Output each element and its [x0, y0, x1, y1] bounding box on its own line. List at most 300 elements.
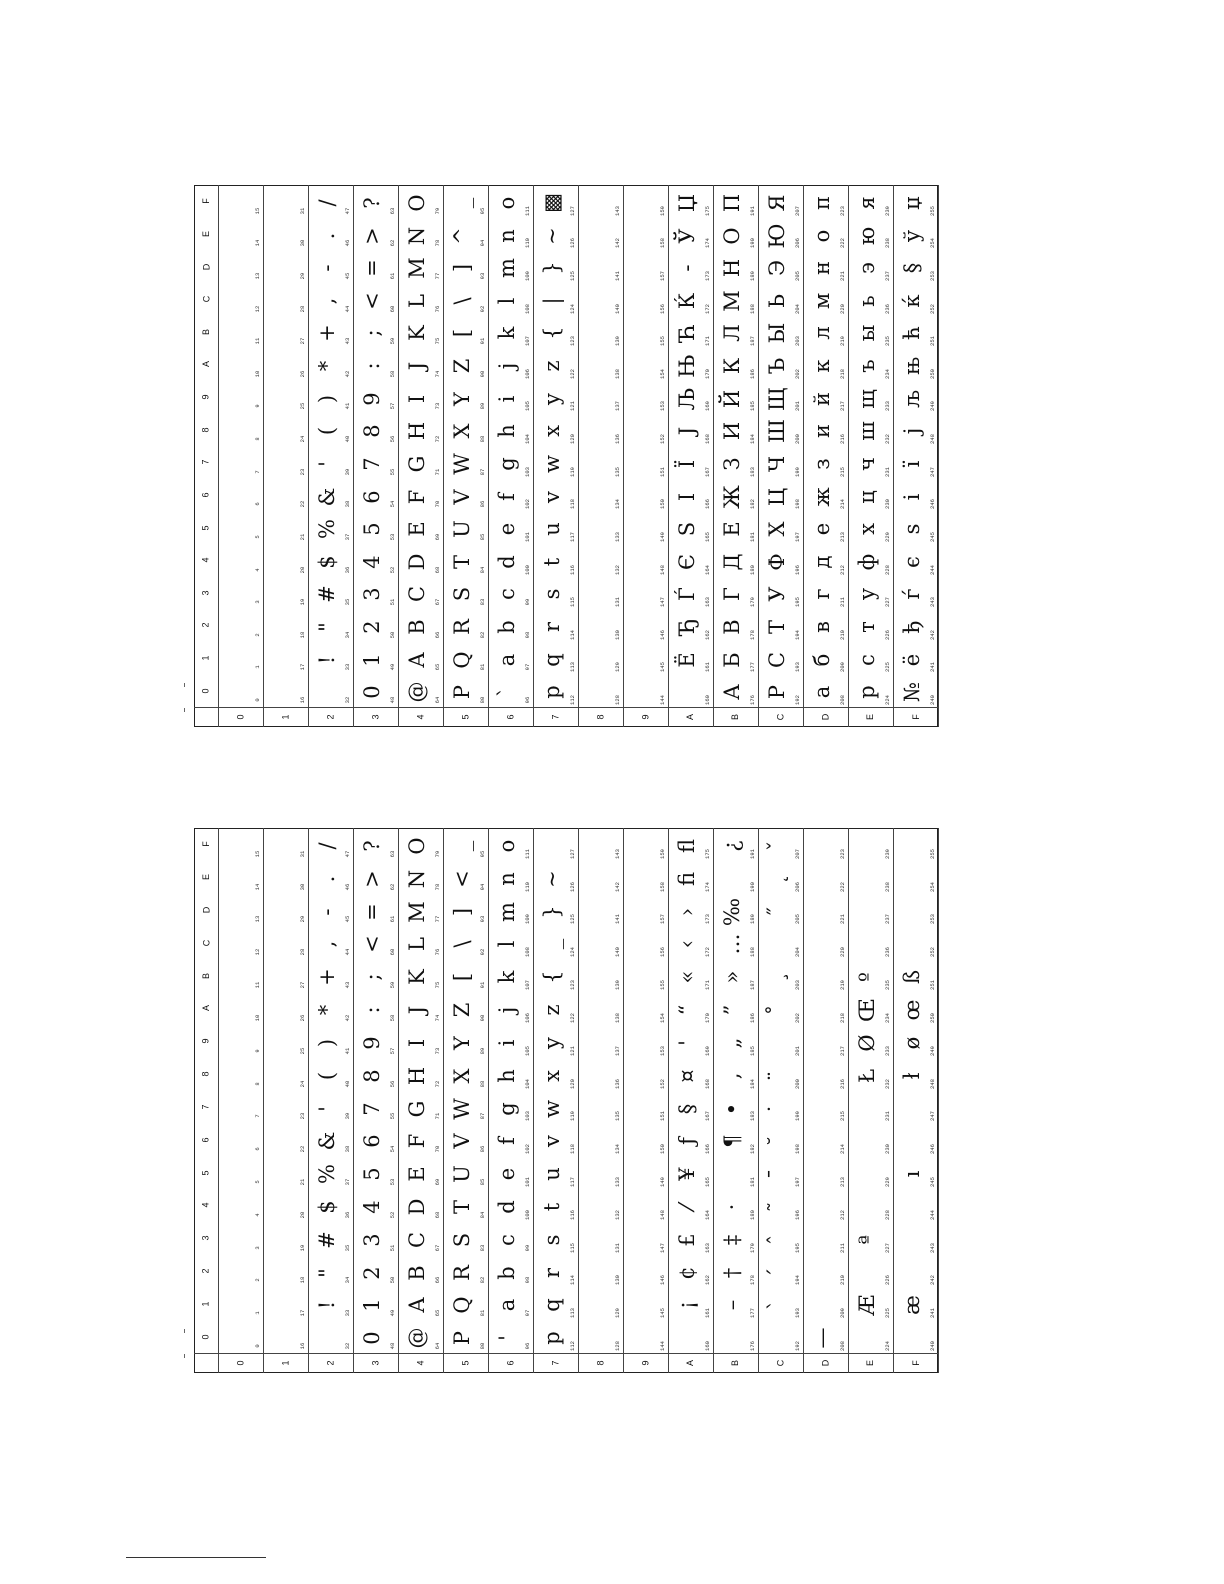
char-cell	[578, 479, 623, 512]
char-code: 39	[344, 468, 351, 475]
char-cell	[713, 185, 758, 218]
char-cell	[713, 348, 758, 381]
char-code: 91	[479, 337, 486, 345]
char-code: 5	[254, 1180, 261, 1184]
char-code: 160	[704, 695, 711, 705]
char-cell	[398, 1320, 443, 1353]
char-cell	[263, 577, 308, 610]
char-code: 26	[299, 370, 306, 378]
char-glyph: ?	[359, 197, 384, 209]
char-glyph: …	[719, 933, 744, 955]
char-glyph: ¯	[764, 1168, 789, 1180]
row-header-digit: 3	[200, 590, 211, 596]
char-glyph: ˆ	[764, 1234, 789, 1246]
char-code: 164	[704, 1209, 711, 1220]
char-cell	[218, 316, 263, 349]
char-code: 190	[749, 881, 756, 892]
char-glyph: e	[494, 1167, 519, 1181]
char-code: 66	[434, 1277, 441, 1284]
char-glyph: я	[854, 196, 879, 210]
band-header-digit: 0	[235, 1360, 246, 1366]
char-code: 237	[884, 914, 891, 925]
char-code: 244	[929, 1209, 936, 1220]
char-glyph: Ч	[764, 455, 789, 473]
char-code: 227	[884, 1242, 891, 1253]
char-cell	[263, 479, 308, 512]
char-cell	[308, 185, 353, 218]
char-glyph: S	[449, 587, 474, 602]
char-code: 205	[794, 270, 801, 281]
char-cell	[803, 348, 848, 381]
char-cell	[623, 1091, 668, 1124]
char-glyph: B	[404, 1264, 429, 1281]
char-code: 215	[839, 1111, 846, 1122]
char-code: 128	[614, 1341, 621, 1351]
char-cell	[443, 609, 488, 642]
char-cell	[353, 1156, 398, 1189]
char-glyph: N	[404, 226, 429, 245]
char-code: 31	[299, 850, 306, 858]
char-cell	[623, 926, 668, 959]
char-code: 254	[929, 238, 936, 249]
char-cell	[848, 1189, 893, 1222]
char-code: 184	[749, 1078, 756, 1089]
char-glyph: X	[449, 1068, 474, 1084]
char-glyph: Н	[719, 259, 744, 278]
char-code: 98	[524, 1277, 531, 1284]
char-cell	[578, 577, 623, 610]
char-glyph: %	[314, 519, 339, 540]
char-glyph: ї	[899, 460, 924, 468]
row-header-digit: 8	[200, 1071, 211, 1077]
char-code: 14	[254, 239, 261, 247]
char-code: 17	[299, 1309, 306, 1317]
char-code: 34	[344, 1277, 351, 1284]
char-glyph: 3	[359, 1233, 384, 1247]
char-cell	[803, 185, 848, 218]
char-glyph: ё	[899, 653, 924, 666]
char-code: 189	[749, 914, 756, 925]
char-cell	[218, 992, 263, 1025]
char-code: 173	[704, 914, 711, 925]
char-code: 23	[299, 1113, 306, 1120]
row-header-digit: 9	[200, 1038, 211, 1044]
char-glyph: Z	[449, 1002, 474, 1018]
char-glyph: :	[359, 1006, 384, 1014]
char-code: 132	[614, 564, 621, 575]
char-code: 131	[614, 1242, 621, 1253]
char-code: 92	[479, 305, 486, 312]
char-code: 51	[389, 598, 396, 606]
char-code: 101	[524, 531, 531, 542]
char-glyph: в	[809, 621, 834, 633]
char-code: 75	[434, 981, 441, 989]
char-code: 59	[389, 981, 396, 989]
char-glyph: C	[404, 1231, 429, 1248]
char-code: 172	[704, 947, 711, 958]
char-glyph: d	[494, 555, 519, 569]
char-cell	[758, 1156, 803, 1189]
char-cell	[488, 1320, 533, 1353]
char-code: 133	[614, 1176, 621, 1187]
char-cell	[353, 959, 398, 992]
char-code: 95	[479, 207, 486, 214]
char-code: 133	[614, 531, 621, 542]
char-code: 90	[479, 1014, 486, 1022]
char-glyph: a	[494, 1299, 519, 1312]
char-code: 32	[344, 1342, 351, 1350]
char-code: 223	[839, 848, 846, 859]
row-header-digit: D	[201, 906, 211, 914]
char-code: 103	[524, 466, 531, 477]
char-cell	[263, 1123, 308, 1156]
char-cell	[803, 1156, 848, 1189]
char-glyph: e	[494, 522, 519, 536]
char-code: 65	[434, 1309, 441, 1317]
char-glyph: H	[404, 422, 429, 441]
char-glyph: „	[719, 1037, 744, 1049]
char-glyph: "	[314, 622, 339, 632]
char-glyph: œ	[899, 999, 924, 1021]
char-glyph: ‚	[719, 1072, 744, 1080]
char-code: 222	[839, 238, 846, 249]
char-code: 79	[434, 850, 441, 858]
char-code: 71	[434, 468, 441, 475]
char-cell	[218, 674, 263, 707]
char-glyph: 9	[359, 392, 384, 406]
char-cell	[893, 1123, 938, 1156]
char-glyph: У	[764, 586, 789, 603]
char-code: 89	[479, 1047, 486, 1054]
char-glyph: ˇ	[764, 840, 789, 852]
char-code: 67	[434, 1244, 441, 1251]
char-glyph: g	[494, 1101, 519, 1116]
char-code: 226	[884, 629, 891, 640]
char-code: 75	[434, 337, 441, 345]
char-cell	[578, 609, 623, 642]
char-cell	[578, 381, 623, 414]
char-glyph: <	[449, 870, 474, 888]
char-cell	[848, 1123, 893, 1156]
char-cell	[263, 413, 308, 446]
char-cell	[443, 828, 488, 861]
char-glyph: ¿	[719, 840, 744, 852]
char-code: 174	[704, 238, 711, 249]
char-code: 35	[344, 1244, 351, 1251]
char-code: 69	[434, 533, 441, 541]
char-code: 74	[434, 1014, 441, 1022]
char-code: 119	[569, 466, 576, 477]
char-cell	[803, 828, 848, 861]
char-cell	[713, 1156, 758, 1189]
char-code: 109	[524, 270, 531, 281]
char-code: 202	[794, 1012, 801, 1023]
char-code: 166	[704, 1144, 711, 1155]
char-code: 78	[434, 239, 441, 247]
char-cell	[713, 894, 758, 927]
char-code: 33	[344, 1309, 351, 1317]
char-cell	[803, 609, 848, 642]
char-glyph: 1	[359, 653, 384, 667]
char-cell	[623, 446, 668, 479]
char-glyph: C	[404, 586, 429, 603]
char-cell	[713, 828, 758, 861]
char-glyph: T	[449, 554, 474, 569]
char-code: 144	[659, 695, 666, 705]
char-code: 12	[254, 948, 261, 956]
char-glyph: \	[449, 940, 474, 949]
char-code: 210	[839, 629, 846, 640]
char-glyph: Æ	[854, 1294, 879, 1316]
char-cell	[578, 544, 623, 577]
char-code: 165	[704, 1176, 711, 1187]
char-glyph: ж	[809, 486, 834, 507]
char-glyph: l	[494, 941, 519, 948]
char-code: 189	[749, 270, 756, 281]
char-code: 20	[299, 1211, 306, 1219]
char-code: 214	[839, 1144, 846, 1155]
char-code: 143	[614, 848, 621, 859]
char-glyph: ˚	[764, 1004, 789, 1016]
char-cell	[848, 894, 893, 927]
char-code: 201	[794, 1045, 801, 1056]
char-cell	[263, 1058, 308, 1091]
char-code: 97	[524, 664, 531, 671]
char-glyph: H	[404, 1066, 429, 1085]
char-code: 47	[344, 207, 351, 214]
char-code: 52	[389, 1211, 396, 1219]
char-code: 145	[659, 662, 666, 673]
char-code: 205	[794, 914, 801, 925]
char-code: 60	[389, 305, 396, 312]
char-code: 230	[884, 499, 891, 510]
char-glyph: Ї	[674, 459, 699, 469]
char-glyph: E	[404, 521, 429, 537]
char-code: 58	[389, 370, 396, 378]
char-glyph: z	[539, 1004, 564, 1016]
char-code: 56	[389, 1080, 396, 1087]
char-code: 114	[569, 1275, 576, 1286]
char-code: 150	[659, 499, 666, 510]
char-cell	[623, 828, 668, 861]
char-code: 125	[569, 914, 576, 925]
char-cell	[803, 894, 848, 927]
char-code: 101	[524, 1176, 531, 1187]
char-cell	[533, 609, 578, 642]
char-code: 233	[884, 401, 891, 412]
char-cell	[263, 1255, 308, 1288]
char-cell	[218, 577, 263, 610]
char-cell	[533, 1156, 578, 1189]
row-header-digit: 3	[200, 1235, 211, 1241]
char-cell	[623, 544, 668, 577]
char-glyph: Й	[719, 389, 744, 408]
char-glyph: !	[314, 655, 339, 664]
char-cell	[218, 861, 263, 894]
char-code: 247	[929, 466, 936, 477]
char-code: 228	[884, 1209, 891, 1220]
char-glyph: J	[404, 1005, 429, 1015]
char-cell	[758, 185, 803, 218]
char-glyph: P	[449, 1331, 474, 1346]
char-cell	[263, 381, 308, 414]
char-cell	[263, 218, 308, 251]
char-glyph: ª	[854, 1234, 879, 1245]
char-glyph: џ	[899, 196, 924, 210]
char-cell	[263, 316, 308, 349]
char-cell	[218, 250, 263, 283]
char-code: 51	[389, 1244, 396, 1251]
char-code: 52	[389, 566, 396, 573]
char-code: 80	[479, 1342, 486, 1350]
char-cell	[308, 1320, 353, 1353]
char-glyph: d	[494, 1200, 519, 1214]
char-code: 82	[479, 631, 486, 639]
char-cell	[578, 316, 623, 349]
char-glyph: ј	[899, 428, 924, 435]
char-cell	[623, 511, 668, 544]
char-code: 211	[839, 1242, 846, 1253]
char-cell	[443, 185, 488, 218]
char-code: 162	[704, 1275, 711, 1286]
char-code: 55	[389, 1113, 396, 1120]
char-glyph: Ъ	[764, 357, 789, 375]
char-code: 163	[704, 597, 711, 608]
char-cell	[668, 185, 713, 218]
char-glyph: s	[539, 589, 564, 600]
char-cell	[623, 250, 668, 283]
char-code: 140	[614, 947, 621, 958]
char-cell	[263, 446, 308, 479]
char-glyph: ў	[899, 229, 924, 242]
char-cell	[578, 250, 623, 283]
char-cell	[263, 283, 308, 316]
char-cell	[488, 1156, 533, 1189]
char-glyph: /	[314, 199, 339, 207]
char-glyph: 8	[359, 424, 384, 438]
char-code: 250	[929, 1012, 936, 1023]
char-code: 146	[659, 629, 666, 640]
char-code: 15	[254, 207, 261, 214]
char-glyph: R	[449, 1264, 474, 1281]
char-cell	[218, 544, 263, 577]
band-header-digit: B	[730, 713, 741, 721]
char-code: 149	[659, 1176, 666, 1187]
char-cell	[623, 861, 668, 894]
char-glyph: Ј	[674, 427, 699, 436]
char-code: 88	[479, 435, 486, 443]
char-glyph: _	[449, 197, 474, 209]
char-cell	[533, 1320, 578, 1353]
char-code: 44	[344, 305, 351, 312]
char-glyph: [	[449, 329, 474, 338]
char-code: 218	[839, 368, 846, 379]
row-header-digit: 7	[200, 1104, 211, 1110]
char-glyph: ф	[854, 553, 879, 571]
char-code: 43	[344, 981, 351, 989]
char-code: 176	[749, 695, 756, 705]
char-code: 135	[614, 1111, 621, 1122]
row-header-digit: 4	[200, 557, 211, 563]
char-glyph: Ł	[854, 1068, 879, 1083]
char-glyph: и	[809, 424, 834, 439]
char-glyph: ø	[899, 1036, 924, 1050]
char-cell	[668, 609, 713, 642]
char-cell	[623, 894, 668, 927]
char-cell	[668, 959, 713, 992]
char-code: 117	[569, 1176, 576, 1187]
char-code: 137	[614, 1045, 621, 1056]
band-header-digit: F	[910, 714, 921, 720]
char-glyph: •	[719, 1102, 744, 1115]
char-code: 198	[794, 1144, 801, 1155]
band-header-digit: E	[865, 713, 876, 721]
char-cell	[848, 861, 893, 894]
char-code: 221	[839, 270, 846, 281]
char-cell	[578, 413, 623, 446]
char-glyph: '	[494, 1335, 519, 1342]
char-glyph: O	[404, 194, 429, 212]
char-glyph: Ш	[764, 419, 789, 444]
char-code: 250	[929, 368, 936, 379]
char-glyph: n	[494, 228, 519, 243]
char-glyph: §	[674, 1103, 699, 1114]
char-code: 44	[344, 948, 351, 956]
char-glyph: m	[494, 258, 519, 279]
char-code: 77	[434, 272, 441, 280]
band-header-digit: 7	[550, 1360, 561, 1366]
char-cell	[848, 828, 893, 861]
char-code: 27	[299, 981, 306, 989]
char-cell	[218, 1255, 263, 1288]
char-code: 31	[299, 207, 306, 214]
char-code: 54	[389, 500, 396, 508]
char-glyph: U	[449, 520, 474, 539]
char-glyph: '	[314, 461, 339, 467]
char-code: 55	[389, 468, 396, 475]
char-code: 28	[299, 305, 306, 312]
char-glyph: )	[314, 394, 339, 403]
char-code: 46	[344, 239, 351, 247]
char-glyph: I	[404, 1038, 429, 1048]
char-code: 65	[434, 664, 441, 671]
char-glyph: y	[539, 1036, 564, 1049]
char-code: 45	[344, 272, 351, 280]
char-code: 206	[794, 238, 801, 249]
char-glyph: {	[539, 326, 564, 341]
band-header-digit: D	[820, 713, 831, 721]
char-code: 234	[884, 1012, 891, 1023]
char-cell	[218, 381, 263, 414]
char-code: 81	[479, 664, 486, 671]
char-glyph: ^	[449, 226, 474, 245]
char-glyph: q	[539, 652, 564, 667]
char-cell	[623, 1025, 668, 1058]
char-code: 105	[524, 401, 531, 412]
char-code: 86	[479, 500, 486, 508]
char-cell	[218, 1222, 263, 1255]
char-code: 11	[254, 981, 261, 989]
char-code: 197	[794, 1176, 801, 1187]
char-cell	[218, 1189, 263, 1222]
char-code: 106	[524, 1012, 531, 1023]
char-code: 228	[884, 564, 891, 575]
char-code: 21	[299, 1178, 306, 1186]
char-code: 186	[749, 368, 756, 379]
char-code: 28	[299, 948, 306, 956]
char-code: 64	[434, 696, 441, 704]
char-code: 241	[929, 1308, 936, 1319]
